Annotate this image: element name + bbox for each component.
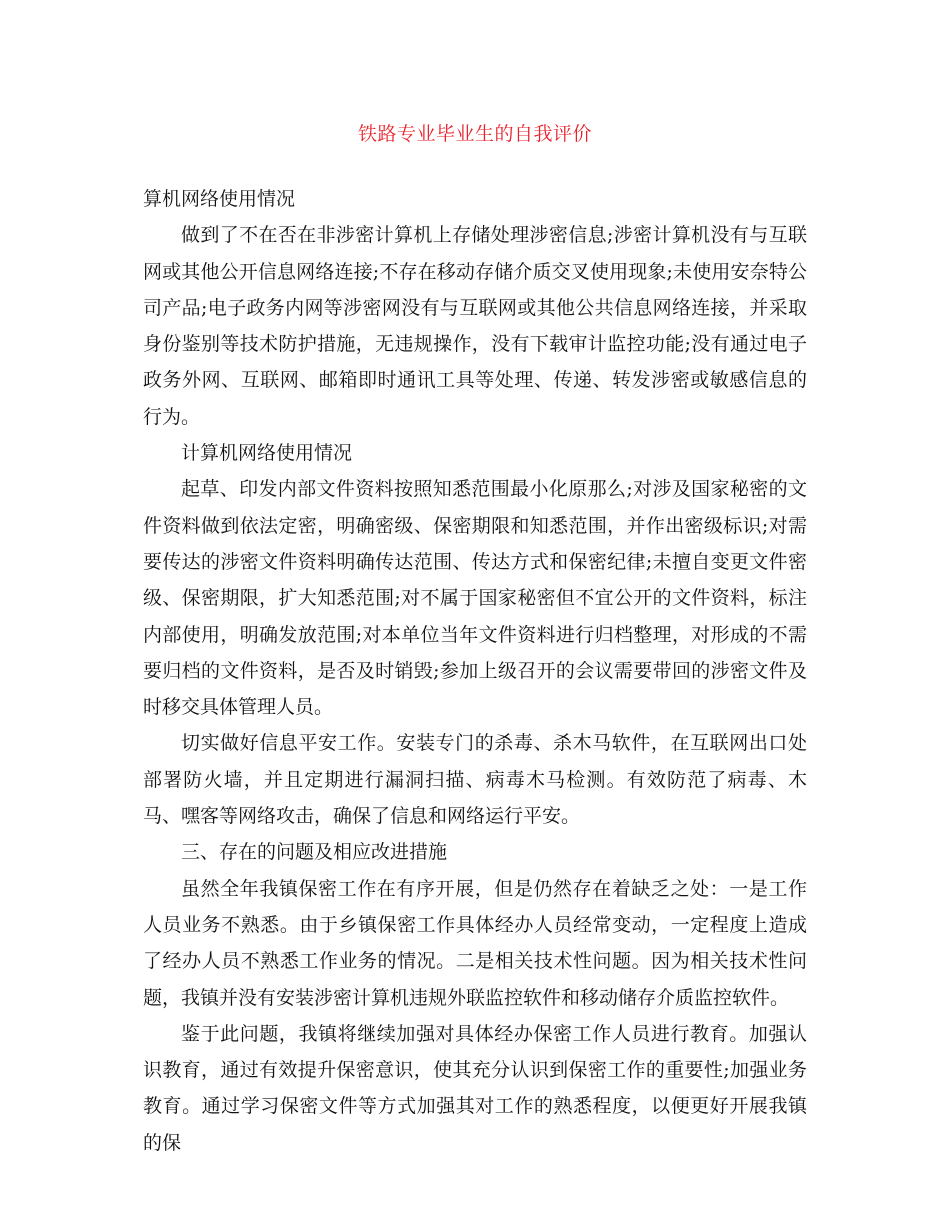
document-body (143, 181, 807, 1161)
paragraph: 起草、印发内部文件资料按照知悉范围最小化原那么;对涉及国家秘密的文件资料做到依法定密，明确密级、保密期限和知悉范围，并作出密级标识;对需要传达的涉密文件资料明确传达范围、传达方式和保密纪律;未擅自变更文件密级、保密期限，扩大知悉范围;对不属于国家秘密但不宜公开的文件资料，标注内部使用，明确发放范围;对本单位当年文件资料进行归档整理，对形成的不需要归档的文件资料，是否及时销毁;参加上级召开的会议需要带回的涉密文件及时移交具体管理人员。 (143, 478, 807, 719)
paragraph-heading: 计算机网络使用情况 (181, 442, 353, 465)
paragraph: 虽然全年我镇保密工作在有序开展，但是仍然存在着缺乏之处：一是工作人员业务不熟悉。由于乡镇保密工作具体经办人员经常变动，一定程度上造成了经办人员不熟悉工作业务的情况。二是相关技术性问题。因为相关技术性问题，我镇并没有安装涉密计算机违规外联监控软件和移动储存介质监控软件。 (143, 877, 807, 1009)
paragraph-heading-network-use: 算机网络使用情况 (143, 188, 296, 210)
document-title: 铁路专业毕业生的自我评价 (357, 123, 592, 145)
paragraph: 鉴于此问题，我镇将继续加强对具体经办保密工作人员进行教育。加强认识教育，通过有效提升保密意识，使其充分认识到保密工作的重要性;加强业务教育。通过学习保密文件等方式加强其对工作的熟悉程度，以便更好开展我镇的保 (143, 1022, 807, 1154)
paragraph-heading: 三、存在的问题及相应改进措施 (181, 841, 448, 864)
paragraph: 做到了不在否在非涉密计算机上存储处理涉密信息;涉密计算机没有与互联网或其他公开信息网络连接;不存在移动存储介质交叉使用现象;未使用安奈特公司产品;电子政务内网等涉密网没有与互联网或其他公共信息网络连接，并采取身份鉴别等技术防护措施，无违规操作，没有下载审计监控功能;没有通过电子政务外网、互联网、邮箱即时通讯工具等处理、传递、转发涉密或敏感信息的行为。 (143, 224, 807, 428)
paragraph: 切实做好信息平安工作。安装专门的杀毒、杀木马软件，在互联网出口处部署防火墙，并且定期进行漏洞扫描、病毒木马检测。有效防范了病毒、木马、嘿客等网络攻击，确保了信息和网络运行平安。 (143, 732, 807, 828)
